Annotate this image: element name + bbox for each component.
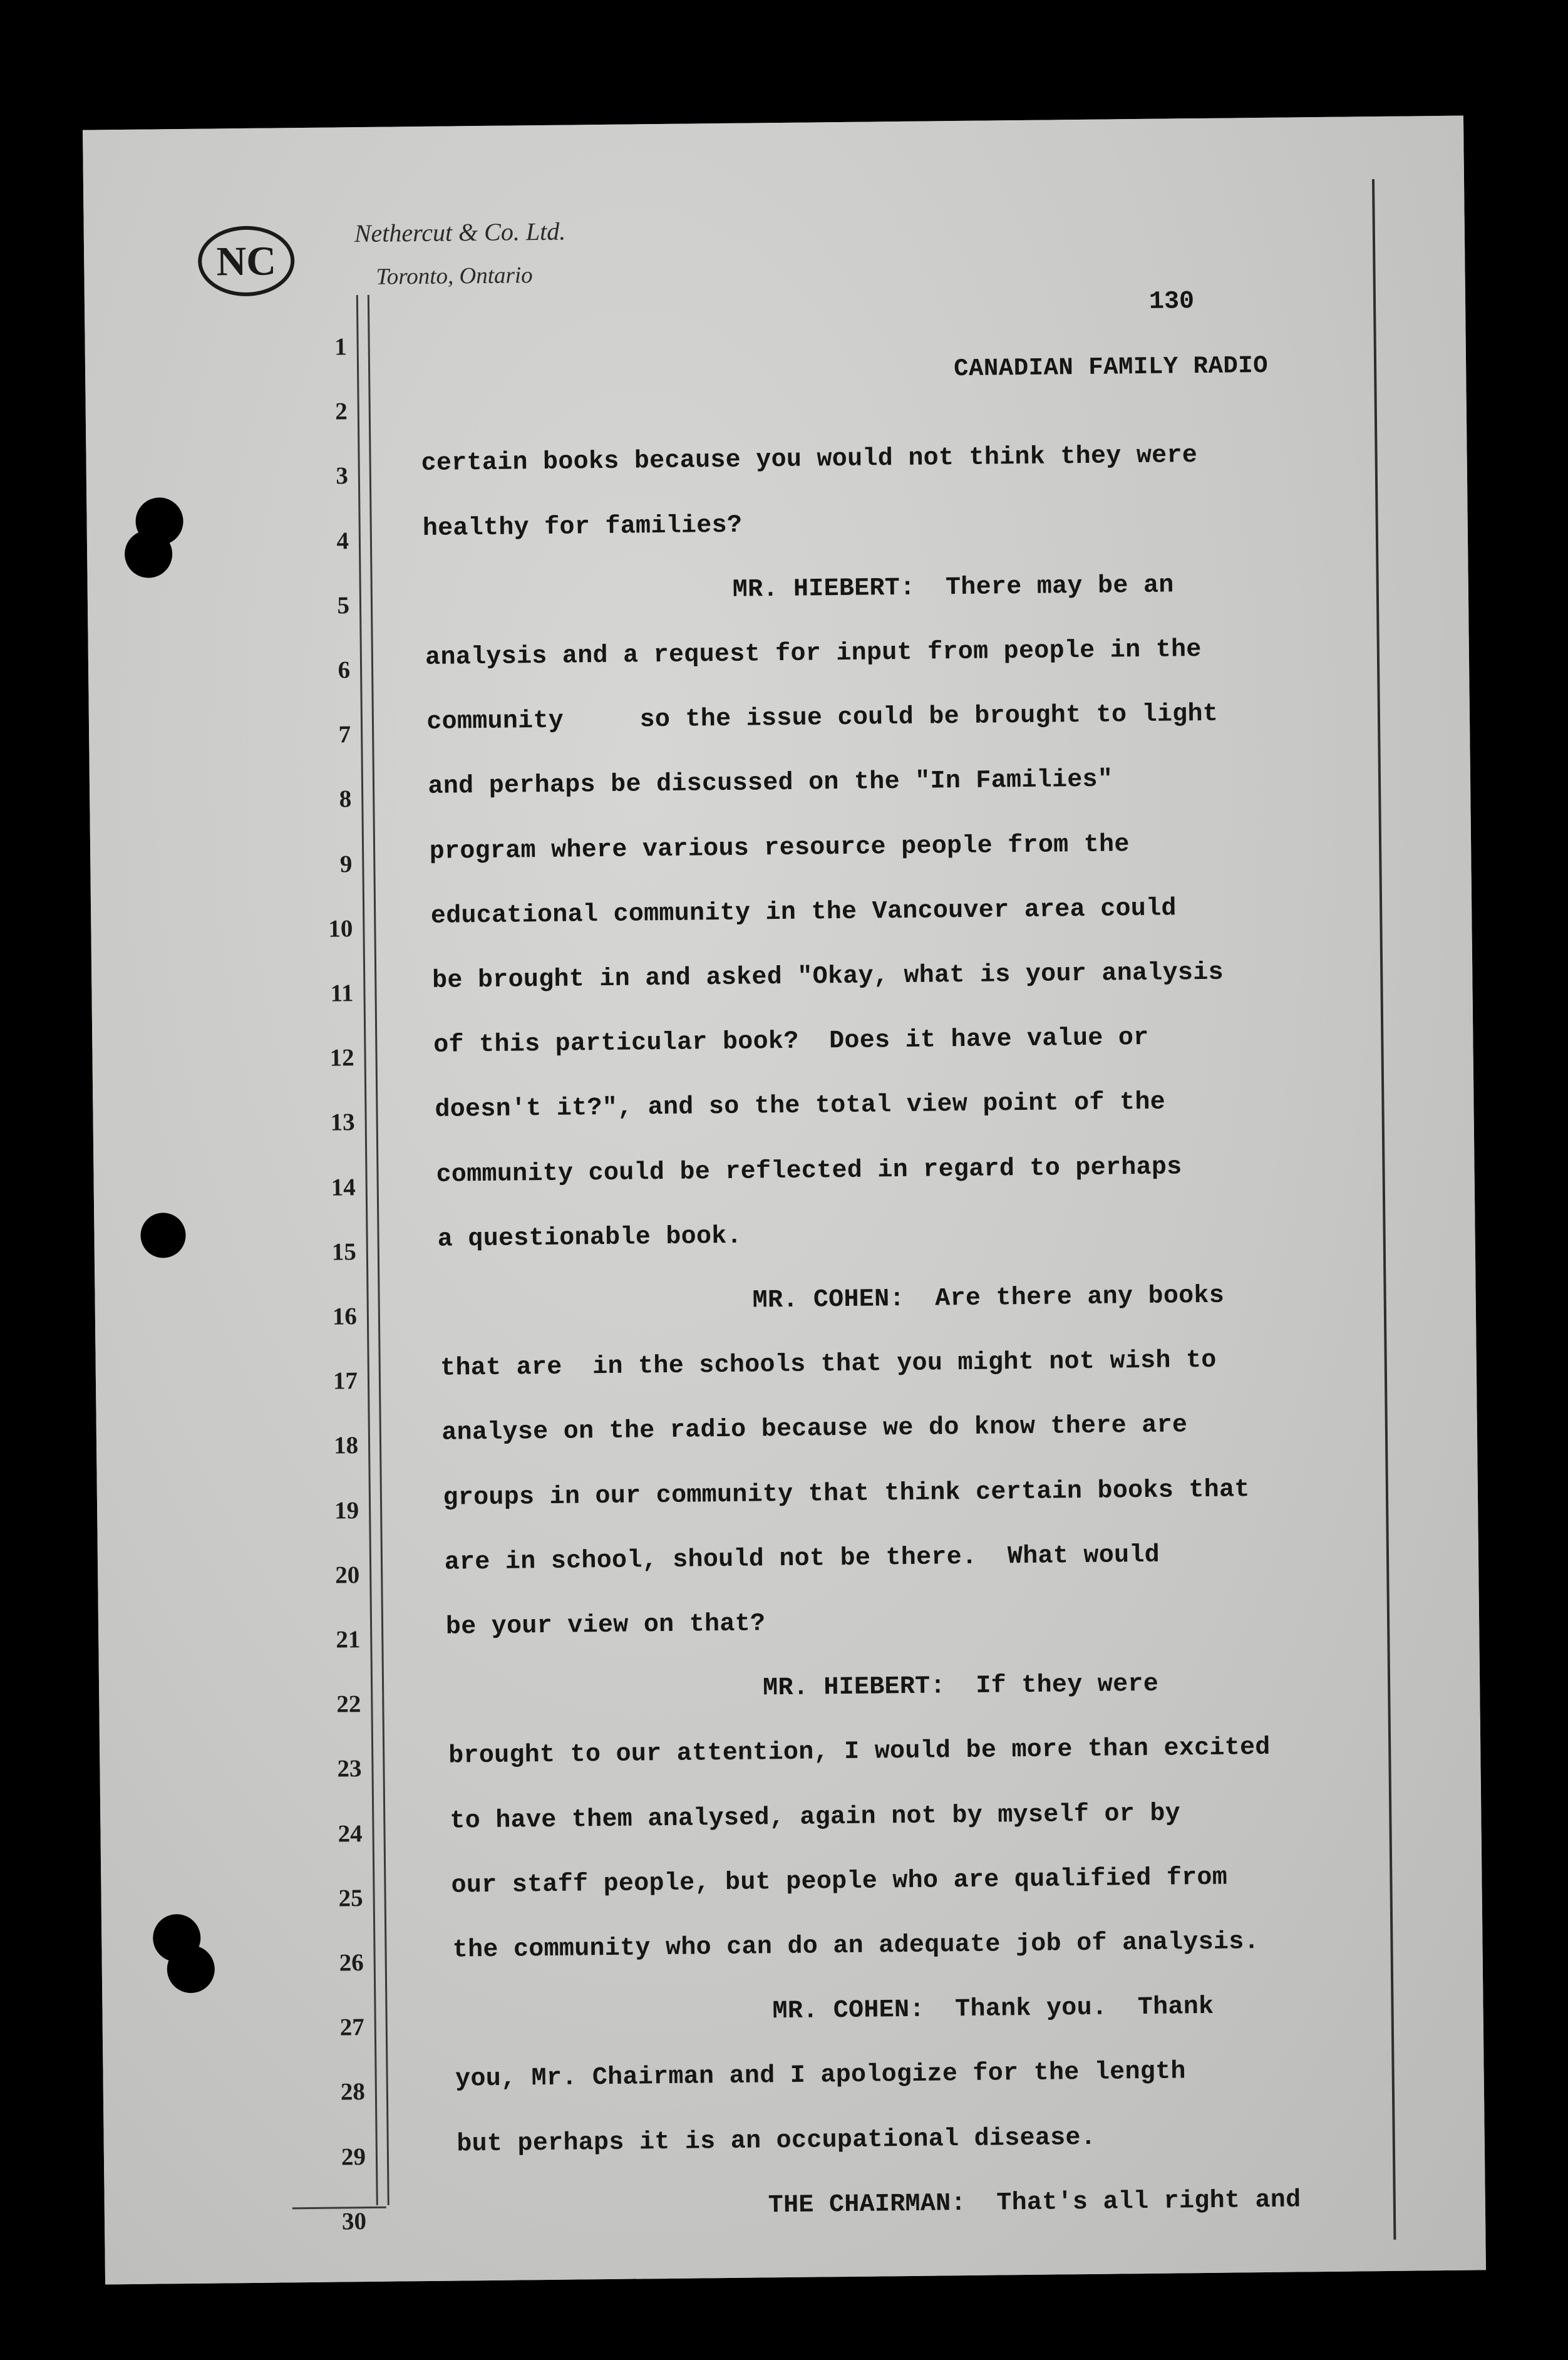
header-title: CANADIAN FAMILY RADIO: [953, 351, 1269, 383]
line-number: 10: [328, 914, 353, 943]
line-number: 21: [336, 1626, 361, 1654]
transcript-line: analyse on the radio because we do know there are: [441, 1411, 1188, 1448]
line-number: 4: [336, 527, 349, 555]
transcript-line: doesn't it?", and so the total view point of the: [435, 1089, 1166, 1125]
transcript-line: THE CHAIRMAN: That's all right and: [768, 2186, 1301, 2220]
transcript-line: brought to our attention, I would be more than excited: [448, 1734, 1271, 1771]
binder-hole: [140, 1213, 186, 1258]
transcript-line: a questionable book.: [437, 1222, 743, 1254]
line-number: 25: [338, 1884, 363, 1912]
transcript-line: to have them analysed, again not by myself or by: [450, 1799, 1181, 1836]
transcript-line: MR. HIEBERT: If they were: [762, 1670, 1159, 1703]
line-number: 23: [337, 1755, 362, 1783]
transcript-line: healthy for families?: [422, 511, 743, 543]
transcript-line: be your view on that?: [445, 1610, 766, 1642]
transcript-line: program where various resource people from the: [429, 830, 1130, 866]
transcript-line: are in school, should not be there. What would: [444, 1541, 1160, 1577]
line-number: 14: [331, 1173, 356, 1201]
transcript-line: the community who can do an adequate job of analysis.: [452, 1928, 1260, 1965]
line-number: 24: [338, 1819, 363, 1848]
line-number: 18: [333, 1432, 359, 1459]
line-number: 12: [329, 1044, 354, 1072]
line-number: 7: [338, 721, 351, 748]
binder-hole: [125, 530, 173, 578]
firm-city: Toronto, Ontario: [376, 262, 533, 290]
transcript-line: MR. COHEN: Are there any books: [752, 1281, 1225, 1315]
line-number: 13: [330, 1109, 355, 1136]
line-number: 27: [339, 2014, 365, 2041]
transcript-line: groups in our community that think certain books that: [443, 1475, 1250, 1513]
right-margin-line: [1372, 179, 1396, 2240]
left-margin-line: [356, 295, 378, 2205]
transcript-line: of this particular book? Does it have value or: [433, 1024, 1149, 1060]
transcript-line: our staff people, but people who are qualified from: [451, 1863, 1228, 1900]
transcript-line: MR. HIEBERT: There may be an: [732, 571, 1174, 604]
line-number: 30: [341, 2207, 367, 2235]
transcript-line: and perhaps be discussed on the "In Families": [428, 765, 1113, 802]
transcript-line: educational community in the Vancouver area could: [430, 894, 1177, 931]
firm-name: Nethercut & Co. Ltd.: [354, 217, 566, 248]
line-number: 16: [332, 1303, 358, 1330]
transcript-line: community so the issue could be brought to light: [426, 700, 1219, 737]
nc-logo-icon: [197, 224, 296, 298]
line-number: 9: [339, 850, 353, 877]
line-number: 19: [334, 1496, 359, 1524]
line-number: 26: [339, 1949, 364, 1977]
line-number: 5: [337, 592, 350, 619]
page-number: 130: [1148, 287, 1195, 316]
line-number: 17: [333, 1367, 358, 1395]
line-number: 28: [340, 2078, 366, 2106]
line-number: 1: [334, 333, 347, 361]
binder-hole: [167, 1945, 215, 1994]
line-number: 8: [339, 785, 352, 813]
logo-text: NC: [216, 238, 277, 285]
transcript-line: but perhaps it is an occupational disease.: [456, 2123, 1096, 2159]
line-number: 2: [335, 398, 348, 425]
left-margin-line-inner: [368, 295, 389, 2205]
line-number: 6: [338, 656, 351, 684]
line-number: 11: [330, 980, 354, 1007]
transcript-line: be brought in and asked "Okay, what is your analysis: [431, 958, 1224, 995]
line-number: 29: [341, 2143, 366, 2171]
transcript-line: certain books because you would not think they were: [421, 442, 1198, 479]
transcript-line: analysis and a request for input from people in the: [425, 635, 1202, 672]
line-number: 20: [335, 1561, 360, 1589]
line-number: 22: [336, 1690, 361, 1718]
transcript-line: MR. COHEN: Thank you. Thank: [772, 1993, 1214, 2026]
transcript-line: that are in the schools that you might not wish to: [440, 1346, 1217, 1383]
transcript-line: community could be reflected in regard to perhaps: [436, 1152, 1182, 1189]
line-number: 15: [331, 1238, 357, 1266]
transcript-line: you, Mr. Chairman and I apologize for the length: [455, 2057, 1186, 2094]
line-number: 3: [336, 462, 349, 490]
transcript-page: [83, 116, 1486, 2285]
